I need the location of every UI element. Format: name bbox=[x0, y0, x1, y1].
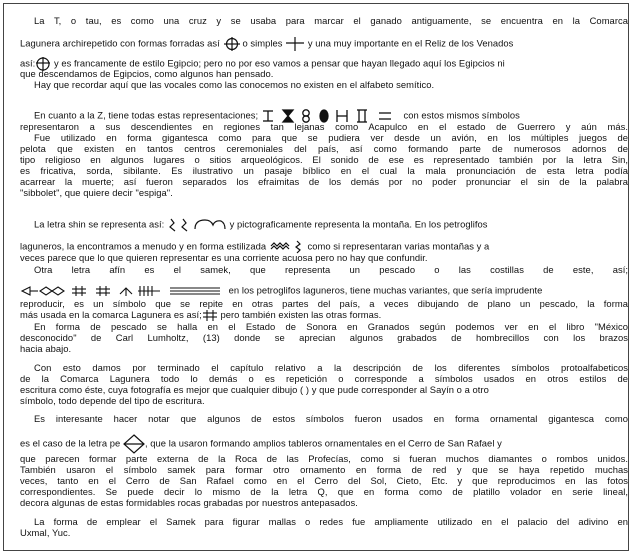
text-line: Es interesante hacer notar que algunos de estos símbolos fueron usados en forma ornamental gigantesca como bbox=[34, 413, 628, 424]
cross-in-circle-icon bbox=[222, 37, 242, 51]
text-line: laguneros, la encontramos a menudo y en forma estilizada como si representaran varias montañas y a bbox=[20, 240, 628, 254]
text-line: correspondientes. Se puede decir lo mismo de la letra Q, que en forma como de platillo volador en serie lineal, bbox=[20, 486, 628, 497]
text-line: "sibbolet", que quiere decir "espiga". bbox=[20, 187, 173, 198]
text-line: de la Comarca Lagunera todo lo demás o es repetición o corresponde a símbolos usados en otros estilos de bbox=[20, 373, 628, 384]
text-line: Con esto damos por terminado el capítulo relativo a la descripción de los diferentes símbolos protoalfabeticos bbox=[34, 362, 628, 373]
text-line: representaron a sus descendientes en regiones tan lejanas como Acapulco en el estado de Guerrero y aún más. bbox=[20, 121, 628, 132]
text-line: más usada en la comarca Lagunera es así; pero también existen las otras formas. bbox=[20, 309, 382, 320]
text-line: En forma de pescado se halla en el Estado de Sonora en Granados según podemos ver en el libro "México bbox=[34, 321, 628, 332]
text-line: Uxmal, Yuc. bbox=[20, 527, 71, 538]
text-line: La letra shin se representa así: y pictograficamente representa la montaña. En los petroglifos bbox=[20, 217, 628, 233]
text-line: La T, o tau, es como una cruz y se usaba para marcar el ganado antiguamente, se encuentra en la Comarca bbox=[34, 15, 628, 26]
text-line: desconocido" de Carl Lumholtz, (13) donde se aprecian algunos grabados de hombrecillos con los brazos bbox=[20, 332, 628, 343]
text-line: En cuanto a la Z, tiene todas estas representaciones; con estos mismos símbolos bbox=[20, 108, 628, 124]
text-line: escritura como éste, cuya fotografía es mejor que cualquier dibujo ( ) y que pude corresponder al Sayín o a otro bbox=[20, 384, 489, 395]
text-line: hacia abajo. bbox=[20, 343, 72, 354]
text-line: que descendamos de Egipcios, como algunos han pensado. bbox=[20, 68, 274, 79]
text-line: en los petroglifos laguneros, tiene muchas variantes, que sería imprudente bbox=[20, 284, 628, 298]
text-line: Lagunera archirepetido con formas forradas así o simples y una muy importante en el Reliz de los Venados bbox=[20, 37, 628, 51]
text-line: así: y es francamente de estilo Egipcio; pero no por eso vamos a pensar que hayan llegado aquí los Egipcios ni bbox=[20, 56, 628, 72]
diamond-pe-icon bbox=[123, 434, 145, 454]
text-line: Otra letra afín es el samek, que representa un pescado o las costillas de este, así; bbox=[34, 264, 628, 275]
cross-icon bbox=[285, 37, 305, 51]
text-line: La forma de emplear el Samek para figurar mallas o redes fue ampliamente utilizado en el palacio del adivino en bbox=[34, 516, 628, 527]
text-line: pelota que existen en tantos centros ceremoniales del país, así como formando parte de numerosos adornos de bbox=[20, 143, 628, 154]
shin-glyph-icon bbox=[167, 217, 227, 233]
text-line: veces, tanto en el Cerro de San Rafael como en el Cerro del Sol, Cieto, Etc. y que reproducimos en las fotos bbox=[20, 475, 628, 486]
text-line: Fue utilizado en forma gigantesca como para que se pudiera ver desde un avión, en los múltiples juegos de bbox=[34, 132, 628, 143]
samek-icon bbox=[202, 310, 218, 322]
text-line: veces parece que lo que quieren representar es una corriente acuosa pero no hay que confundir. bbox=[20, 252, 428, 263]
text-line: símbolo, todo depende del tipo de escritura. bbox=[20, 395, 205, 406]
text-line: tipo religioso en algunos lugares o sitios arqueológicos. El sonido de ese es representado también por la letra Sin, bbox=[20, 154, 628, 165]
text-line: Hay que recordar aquí que las vocales como las conocemos no existen en el alfabeto semítico. bbox=[34, 79, 435, 90]
document-page bbox=[3, 3, 629, 551]
text-line: También usaron el símbolo samek para formar otro ornamento en forma de red y que se haya repetido muchas bbox=[20, 464, 628, 475]
text-line: es el caso de la letra pe , que la usaron formando amplios tableros ornamentales en el Cerro de San Rafael y bbox=[20, 434, 628, 454]
text-line: acarrear la muerte; así fueron separados los efraimitas de los demás por no poder pronunciar el sin de la palabra bbox=[20, 176, 628, 187]
text-line: decora algunas de estas formidables rocas grabadas por nuestros antepasados. bbox=[20, 497, 358, 508]
text-line: que parecen formar parte externa de la Roca de las Profecías, como si fueran muchos diamantes o rombos unidos. bbox=[20, 453, 628, 464]
samek-variants-icon bbox=[20, 284, 226, 298]
text-line: es fricativa, sorda, sibilante. Es ilustrativo un pasaje bíblico en el cual la mala pronunciación de esta letra podía bbox=[20, 165, 628, 176]
text-line: reproducir, es un símbolo que se repite en otras partes del país, a veces dibujando de plano un pescado, la forma bbox=[20, 298, 628, 309]
